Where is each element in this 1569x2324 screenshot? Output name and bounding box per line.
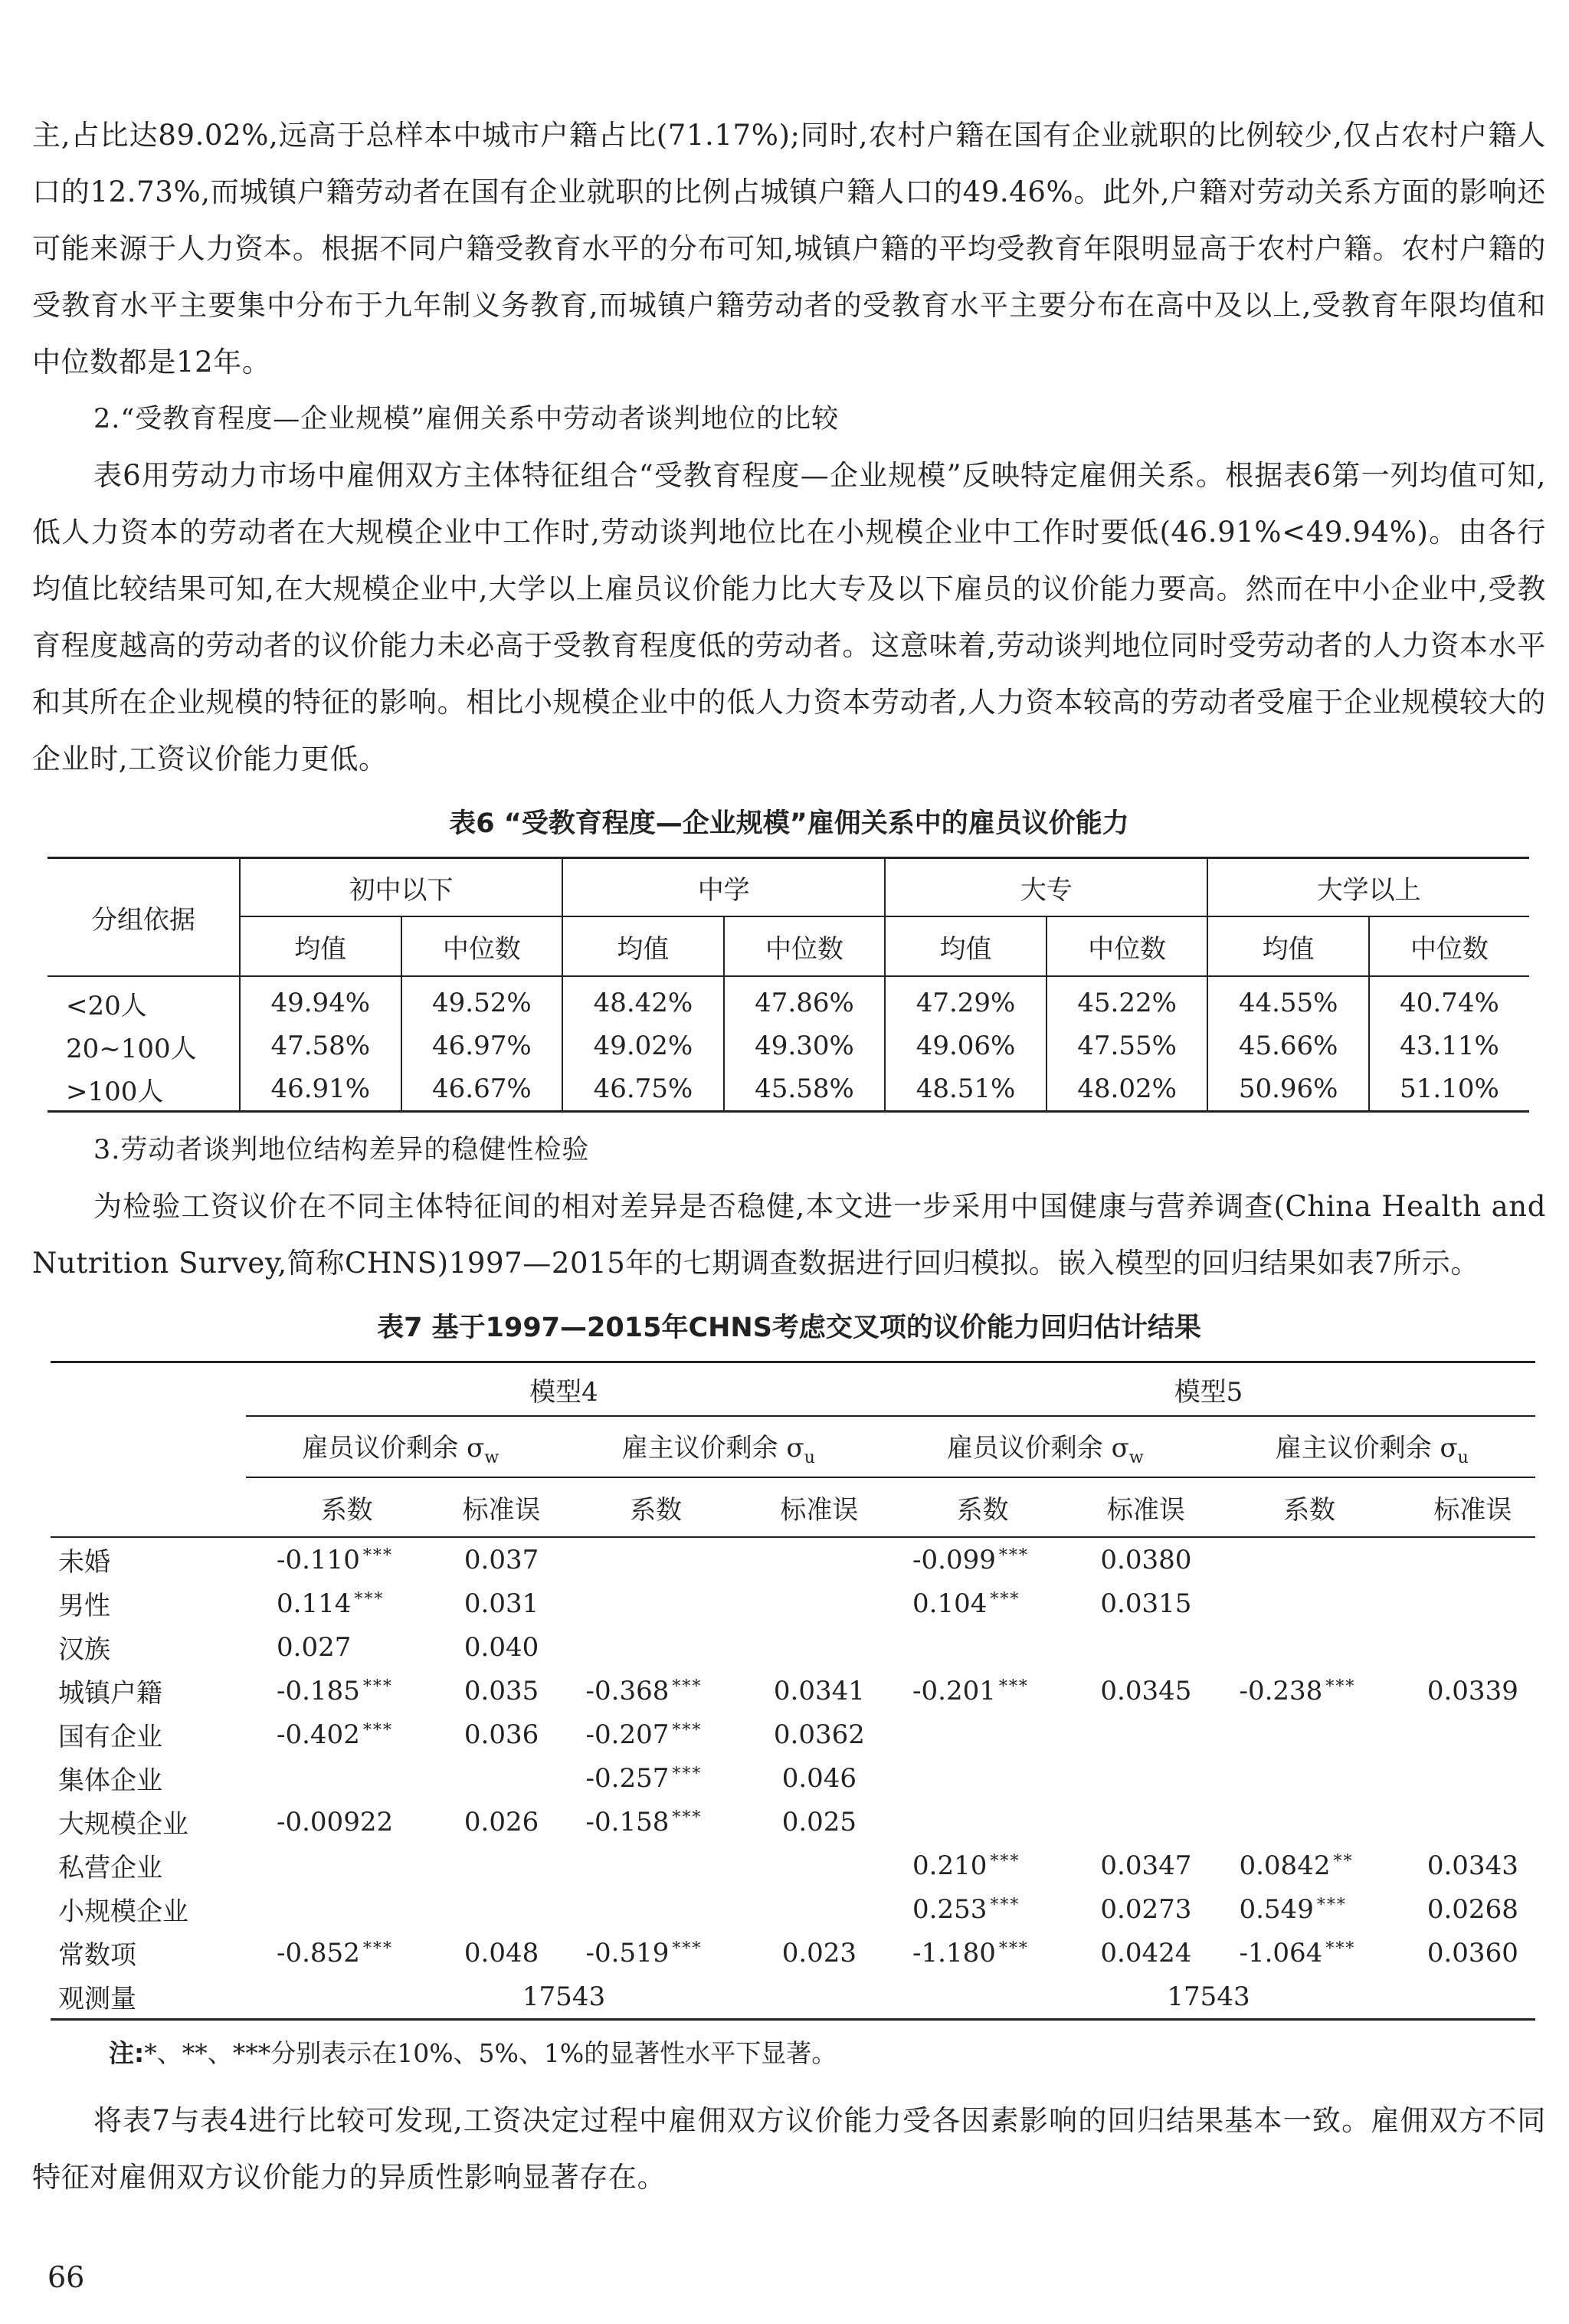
se-cell: 0.040 [463,1631,539,1663]
table-cell: 47.55% [1047,1024,1208,1067]
coef-cell: 0.104 *** [912,1588,1020,1619]
coef-cell [882,1625,1083,1669]
median-header: 中位数 [1369,916,1529,976]
section-heading-2: 2.“受教育程度—企业规模”雇佣关系中劳动者谈判地位的比较 [93,404,840,434]
se-cell [1410,1756,1535,1800]
coef-cell [555,1582,757,1625]
se-cell [1083,1800,1208,1844]
coef-cell: -0.099 *** [912,1544,1029,1575]
coef-cell [1208,1625,1410,1669]
se-cell [448,1887,555,1931]
model-header: 模型4 [529,1376,598,1408]
se-cell [1083,1625,1208,1669]
empty-corner [51,1477,246,1537]
se-cell: 0.0343 [1427,1850,1518,1881]
se-cell [448,1844,555,1887]
coef-header: 系数 [882,1477,1083,1537]
row-label: 汉族 [58,1634,110,1665]
row-label: >100人 [47,1067,240,1112]
coef-cell [246,1844,448,1887]
table-cell: 47.58% [240,1024,401,1067]
coef-cell: -0.00922 [277,1806,394,1837]
se-cell: 0.0341 [773,1675,865,1706]
coef-cell: -0.257 *** [585,1762,703,1794]
se-cell: 0.025 [781,1806,857,1837]
table-row [51,1844,1535,1887]
se-cell [1410,1800,1535,1844]
se-cell: 0.0345 [1100,1675,1192,1706]
table-6-caption: 表6 “受教育程度—企业规模”雇佣关系中的雇员议价能力 [449,808,1129,839]
coef-cell [1208,1713,1410,1756]
coef-cell: -1.180 *** [912,1937,1029,1968]
table-cell: 45.58% [724,1067,886,1112]
table-cell: 49.30% [724,1024,886,1067]
paragraph-3: 为检验工资议价在不同主体特征间的相对差异是否稳健,本文进一步采用中国健康与营养调查(China Health and Nutrition Survey,简称CHNS)1997—2015年的七期调查数据进行回归模拟。嵌入模型的回归结果如表7所示。 [32,1190,1546,1280]
table-row [51,1582,1535,1625]
coef-cell: -0.158 *** [585,1806,703,1837]
observations-value: 17543 [522,1981,606,2012]
se-cell: 0.035 [463,1675,539,1706]
employer-surplus-header: 雇主议价剩余 $\sigma_u$ [555,1416,882,1477]
significance-stars: *** [672,1939,703,1959]
median-header: 中位数 [1047,916,1208,976]
significance-stars: *** [672,1677,703,1696]
table-row [51,1669,1535,1713]
coef-cell: -1.064 *** [1239,1937,1356,1968]
row-label: 20~100人 [47,1024,240,1067]
table-cell: 46.67% [401,1067,563,1112]
se-cell: 0.023 [781,1937,857,1968]
se-header: 标准误 [1083,1477,1208,1537]
coef-cell: -0.110 *** [277,1544,393,1575]
table-cell: 45.66% [1207,1024,1369,1067]
se-cell: 0.048 [463,1937,539,1968]
coef-cell [246,1756,448,1800]
table-row [51,1756,1535,1800]
se-cell [757,1537,882,1582]
significance-stars: *** [998,1677,1029,1696]
se-cell: 0.0424 [1100,1937,1192,1968]
mean-header: 均值 [240,916,401,976]
significance-stars: *** [998,1939,1029,1959]
employee-surplus-header: 雇员议价剩余 $\sigma_w$ [882,1416,1208,1477]
se-cell [757,1625,882,1669]
se-cell [1410,1713,1535,1756]
coef-cell: -0.238 *** [1239,1675,1356,1706]
group-header: 中学 [562,858,885,917]
se-cell: 0.0347 [1100,1850,1192,1881]
table-row [51,1887,1535,1931]
significance-stars: *** [362,1939,393,1959]
se-cell: 0.0315 [1100,1588,1192,1619]
significance-stars: *** [354,1589,385,1609]
paragraph-4: 将表7与表4进行比较可发现,工资决定过程中雇佣双方议价能力受各因素影响的回归结果基本一致。雇佣双方不同特征对雇佣双方议价能力的异质性影响显著存在。 [32,2104,1546,2194]
table-note: 注:*、**、***分别表示在10%、5%、1%的显著性水平下显著。 [109,2038,837,2068]
row-label: 私营企业 [58,1853,162,1883]
se-cell: 0.046 [781,1762,857,1794]
coef-cell [555,1887,757,1931]
se-cell: 0.0380 [1100,1544,1192,1575]
coef-cell [555,1537,757,1582]
paragraph-2: 表6用劳动力市场中雇佣双方主体特征组合“受教育程度—企业规模”反映特定雇佣关系。根据表6第一列均值可知,低人力资本的劳动者在大规模企业中工作时,劳动谈判地位比在小规模企业中工作时要低(46.91%<49.94%)。由各行均值比较结果可知,在大规模企业中,大学以上雇员议价能力比大专及以下雇员的议价能力要高。然而在中小企业中,受教育程度越高的劳动者的议价能力未必高于受教育程度低的劳动者。这意味着,劳动谈判地位同时受劳动者的人力资本水平和其所在企业规模的特征的影响。相比小规模企业中的低人力资本劳动者,人力资本较高的劳动者受雇于企业规模较大的企业时,工资议价能力更低。 [32,459,1546,775]
coef-cell: -0.852 *** [277,1937,393,1968]
significance-stars: *** [1316,1895,1347,1915]
coef-cell: 0.253 *** [912,1893,1020,1925]
se-cell [1410,1582,1535,1625]
row-label: 城镇户籍 [58,1678,162,1709]
table-cell: 51.10% [1400,1073,1499,1104]
significance-stars: *** [362,1677,393,1696]
table-7 [51,1361,1535,2021]
se-cell: 0.036 [463,1719,539,1750]
se-header: 标准误 [757,1477,882,1537]
empty-corner [51,1416,246,1477]
observations-value: 17543 [1167,1981,1250,2012]
coef-header: 系数 [555,1477,757,1537]
table-row [47,1067,1529,1112]
coef-cell: 0.210 *** [912,1850,1020,1881]
coef-cell: 0.549 *** [1239,1893,1347,1925]
se-header: 标准误 [1410,1477,1535,1537]
significance-stars: *** [672,1764,703,1784]
section-heading-3: 3.劳动者谈判地位结构差异的稳健性检验 [93,1135,590,1165]
table-row [47,1024,1529,1067]
significance-stars: *** [672,1720,703,1740]
coef-cell: -0.201 *** [912,1675,1029,1706]
row-label: 观测量 [58,1984,136,2014]
se-cell [1083,1756,1208,1800]
table-cell: 47.29% [885,976,1047,1024]
significance-stars: ** [1333,1851,1354,1871]
se-cell: 0.0362 [773,1719,865,1750]
observations-row [51,1975,1535,2020]
table-cell: 49.02% [562,1024,724,1067]
se-cell: 0.0360 [1427,1937,1518,1968]
table-row [47,976,1529,1024]
group-basis-header: 分组依据 [47,858,240,977]
table-cell: 45.22% [1047,976,1208,1024]
table-cell: 49.52% [401,976,563,1024]
coef-cell [882,1713,1083,1756]
table-7-caption: 表7 基于1997—2015年CHNS考虑交叉项的议价能力回归估计结果 [377,1313,1201,1343]
se-header: 标准误 [448,1477,555,1537]
se-cell [1083,1713,1208,1756]
coef-cell [1208,1537,1410,1582]
significance-stars: *** [990,1851,1020,1871]
median-header: 中位数 [724,916,886,976]
table-cell: 46.97% [401,1024,563,1067]
table-cell: 48.51% [885,1067,1047,1112]
paragraph-1: 主,占比达89.02%,远高于总样本中城市户籍占比(71.17%);同时,农村户籍在国有企业就职的比例较少,仅占农村户籍人口的12.73%,而城镇户籍劳动者在国有企业就职的比例占城镇户籍人口的49.46%。此外,户籍对劳动关系方面的影响还可能来源于人力资本。根据不同户籍受教育水平的分布可知,城镇户籍的平均受教育年限明显高于农村户籍。农村户籍的受教育水平主要集中分布于九年制义务教育,而城镇户籍劳动者的受教育水平主要分布在高中及以上,受教育年限均值和中位数都是12年。 [32,119,1546,379]
significance-stars: *** [1325,1939,1356,1959]
row-label: 大规模企业 [58,1809,188,1840]
row-label: 男性 [58,1591,110,1621]
employee-surplus-header: 雇员议价剩余 $\sigma_w$ [246,1416,555,1477]
coef-cell: -0.519 *** [585,1937,703,1968]
table-cell: 47.86% [724,976,886,1024]
se-cell [757,1844,882,1887]
table-6 [47,857,1529,1113]
coef-cell: 0.114 *** [277,1588,385,1619]
significance-stars: *** [998,1546,1029,1565]
table-row [51,1800,1535,1844]
mean-header: 均值 [562,916,724,976]
se-cell [757,1582,882,1625]
table-cell: 50.96% [1207,1067,1369,1112]
group-header: 初中以下 [240,858,562,917]
coef-header: 系数 [1208,1477,1410,1537]
se-cell: 0.0339 [1427,1675,1518,1706]
row-label: 常数项 [58,1940,136,1971]
row-label: 国有企业 [58,1722,162,1752]
row-label: 未婚 [58,1547,110,1578]
coef-cell [882,1756,1083,1800]
coef-cell [1208,1756,1410,1800]
table-cell: 48.42% [562,976,724,1024]
row-label: <20人 [47,976,240,1024]
group-header: 大学以上 [1207,858,1529,917]
se-cell [1410,1625,1535,1669]
coef-header: 系数 [246,1477,448,1537]
se-cell: 0.0268 [1427,1893,1518,1925]
significance-stars: *** [362,1546,393,1565]
table-cell: 48.02% [1047,1067,1208,1112]
coef-cell [555,1625,757,1669]
coef-cell: -0.368 *** [585,1675,703,1706]
significance-stars: *** [1325,1677,1356,1696]
se-cell: 0.026 [463,1806,539,1837]
table-row [51,1625,1535,1669]
table-row [51,1537,1535,1582]
table-cell: 44.55% [1207,976,1369,1024]
table-row [51,1931,1535,1975]
se-cell: 0.037 [463,1544,539,1575]
empty-corner [51,1362,246,1417]
table-7-body [51,1537,1535,1975]
table-cell: 46.75% [562,1067,724,1112]
se-cell [448,1756,555,1800]
page-number: 66 [47,2260,85,2294]
page-content [32,107,1546,2206]
coef-cell [555,1844,757,1887]
table-cell: 40.74% [1400,988,1499,1018]
coef-cell [1208,1582,1410,1625]
se-cell [757,1887,882,1931]
mean-header: 均值 [1207,916,1369,976]
coef-cell [246,1887,448,1931]
employer-surplus-header: 雇主议价剩余 $\sigma_u$ [1208,1416,1535,1477]
coef-cell [882,1800,1083,1844]
coef-cell: -0.185 *** [277,1675,393,1706]
row-label: 小规模企业 [58,1896,188,1927]
significance-stars: *** [362,1720,393,1740]
table-cell: 49.94% [240,976,401,1024]
significance-stars: *** [990,1895,1020,1915]
group-header: 大专 [885,858,1207,917]
se-cell: 0.0273 [1100,1893,1192,1925]
se-cell [1410,1537,1535,1582]
table-cell: 43.11% [1400,1031,1499,1061]
significance-stars: *** [990,1589,1020,1609]
mean-header: 均值 [885,916,1047,976]
se-cell: 0.031 [463,1588,539,1619]
table-cell: 49.06% [885,1024,1047,1067]
coef-cell: 0.027 [277,1631,352,1663]
median-header: 中位数 [401,916,563,976]
coef-cell: -0.402 *** [277,1719,393,1750]
coef-cell: 0.0842 ** [1239,1850,1354,1881]
coef-cell: -0.207 *** [585,1719,703,1750]
table-cell: 46.91% [240,1067,401,1112]
table-row [51,1713,1535,1756]
model-header: 模型5 [1174,1376,1243,1408]
significance-stars: *** [672,1808,703,1827]
row-label: 集体企业 [58,1765,162,1796]
coef-cell [1208,1800,1410,1844]
